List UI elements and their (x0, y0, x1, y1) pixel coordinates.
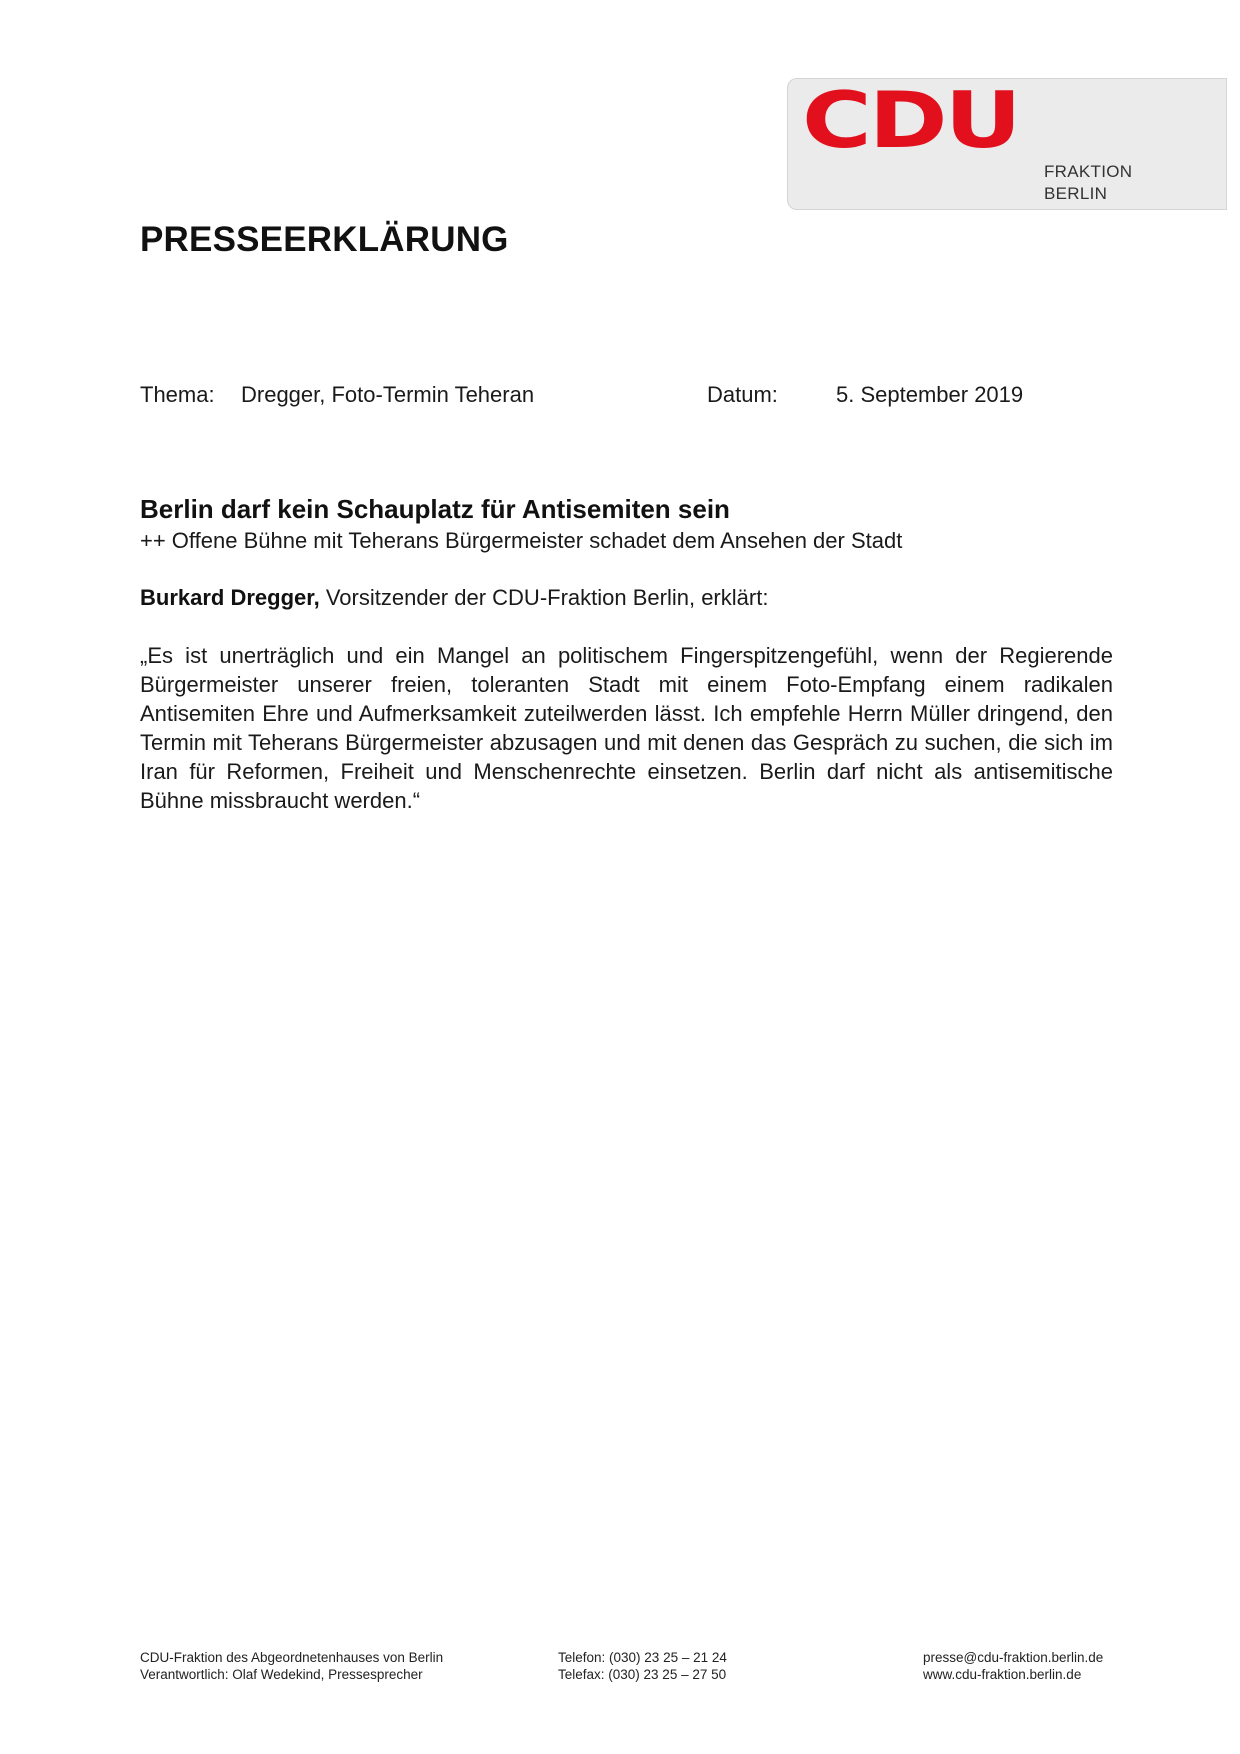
footer-phone: Telefon: (030) 23 25 – 21 24 (558, 1650, 727, 1665)
footer-right (923, 1649, 1103, 1683)
document-heading: PRESSEERKLÄRUNG (140, 220, 509, 259)
quote-paragraph: „Es ist unerträglich und ein Mangel an politischem Fingerspitzengefühl, wenn der Regierende Bürgermeister unserer freien, toleranten Stadt mit einem Foto-Empfang einem radikalen Antisemiten Ehre und Aufmerksamkeit zuteilwerden lässt. Ich empfehle Herrn Müller dringend, den Termin mit Teherans Bürgermeister abzusagen und mit denen das Gespräch zu suchen, die sich im Iran für Reformen, Freiheit und Menschenrechte einsetzen. Berlin darf nicht als antisemitische Bühne missbraucht werden.“ (140, 643, 1113, 813)
speaker-role: Vorsitzender der CDU-Fraktion Berlin, erklärt: (319, 585, 769, 610)
thema-label: Thema: (140, 382, 215, 407)
speaker-line (140, 585, 768, 611)
logo-line-fraktion: FRAKTION (1044, 162, 1133, 181)
footer-responsible: Verantwortlich: Olaf Wedekind, Pressesprecher (140, 1667, 423, 1682)
footer-org: CDU-Fraktion des Abgeordnetenhauses von Berlin (140, 1650, 444, 1665)
footer-email: presse@cdu-fraktion.berlin.de (923, 1650, 1104, 1665)
speaker-name: Burkard Dregger, (140, 585, 320, 610)
thema-value: Dregger, Foto-Termin Teheran (241, 382, 535, 407)
footer-fax: Telefax: (030) 23 25 – 27 50 (558, 1667, 727, 1682)
cdu-logo-subtitle (1044, 161, 1132, 205)
footer-left (140, 1649, 443, 1683)
footer-center (558, 1649, 727, 1683)
datum-value: 5. September 2019 (836, 382, 1024, 407)
cdu-logo-wordmark: CDU (802, 75, 1019, 166)
datum-label: Datum: (707, 382, 778, 407)
footer-web: www.cdu-fraktion.berlin.de (923, 1667, 1082, 1682)
article-title: Berlin darf kein Schauplatz für Antisemiten sein (140, 494, 730, 524)
logo-line-berlin: BERLIN (1044, 184, 1108, 203)
cdu-logo (787, 75, 1227, 210)
article-subtitle: ++ Offene Bühne mit Teherans Bürgermeister schadet dem Ansehen der Stadt (140, 528, 903, 553)
